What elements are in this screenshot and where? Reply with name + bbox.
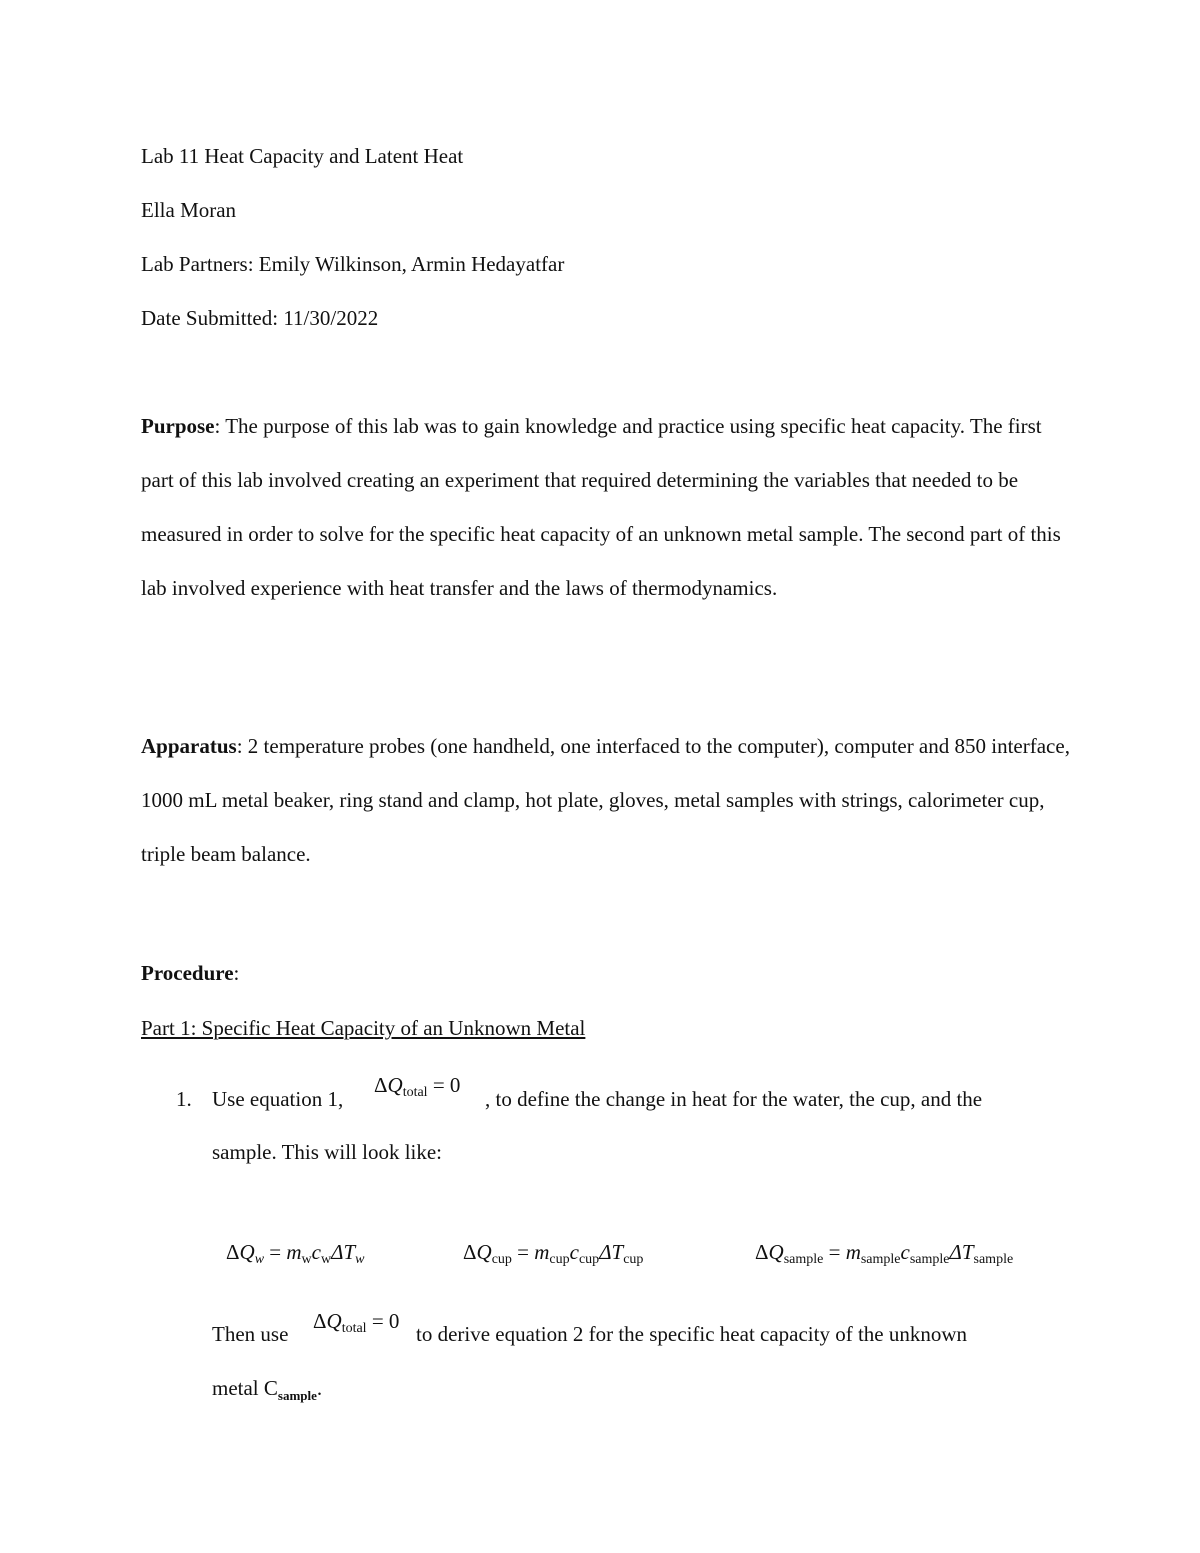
step1-text-before: Use equation 1,: [212, 1087, 344, 1111]
document-title: Lab 11 Heat Capacity and Latent Heat: [141, 144, 464, 168]
author-name: Ella Moran: [141, 198, 237, 222]
apparatus-heading: Apparatus: [141, 734, 237, 758]
then-use-text: Then use: [212, 1322, 289, 1346]
equation-cup: $\Delta Q_{cup} = m_{cup}c_{cup}\Delta T_{cup}$: [463, 1240, 644, 1267]
purpose-heading: Purpose: [141, 414, 215, 438]
equation-total-inline: $\Delta Q_{total} = 0$: [374, 1073, 461, 1100]
purpose-text: : The purpose of this lab was to gain knowledge and practice using specific heat capacity. The first part of this lab involved creating an experiment that required determining the variables that needed to be measured in order to solve for the specific heat capacity of an unknown metal sample. The second part of this lab involved experience with heat transfer and the laws of thermodynamics.: [141, 414, 1061, 600]
step-number: 1.: [176, 1087, 192, 1111]
then-use-after: to derive equation 2 for the specific heat capacity of the unknown: [416, 1322, 968, 1346]
procedure-heading-line: Procedure:: [141, 961, 240, 985]
date-submitted: Date Submitted: 11/30/2022: [141, 306, 379, 330]
apparatus-paragraph: [141, 719, 1071, 881]
equation-total-inline-2: $\Delta Q_{total} = 0$: [313, 1309, 400, 1336]
part1-title: Part 1: Specific Heat Capacity of an Unknown Metal: [141, 1016, 586, 1040]
lab-partners: Lab Partners: Emily Wilkinson, Armin Hedayatfar: [141, 252, 565, 276]
apparatus-text: : 2 temperature probes (one handheld, one interfaced to the computer), computer and 850 interface, 1000 mL metal beaker, ring stand and clamp, hot plate, gloves, metal samples with strings, calorimeter cup, triple beam balance.: [141, 734, 1070, 866]
metal-c-sample-line: metal $C_{sample}$.: [212, 1376, 323, 1403]
step1-text-after: , to define the change in heat for the water, the cup, and the: [485, 1087, 983, 1111]
equation-sample: $\Delta Q_{sample} = m_{sample}c_{sample}\Delta T_{sample}$: [755, 1240, 1014, 1267]
step1-line2: sample. This will look like:: [212, 1140, 443, 1164]
purpose-paragraph: [141, 399, 1071, 615]
procedure-heading: Procedure: [141, 961, 234, 985]
equation-water: $\Delta Qw = m_wc_w\Delta Tw$: [226, 1240, 365, 1267]
